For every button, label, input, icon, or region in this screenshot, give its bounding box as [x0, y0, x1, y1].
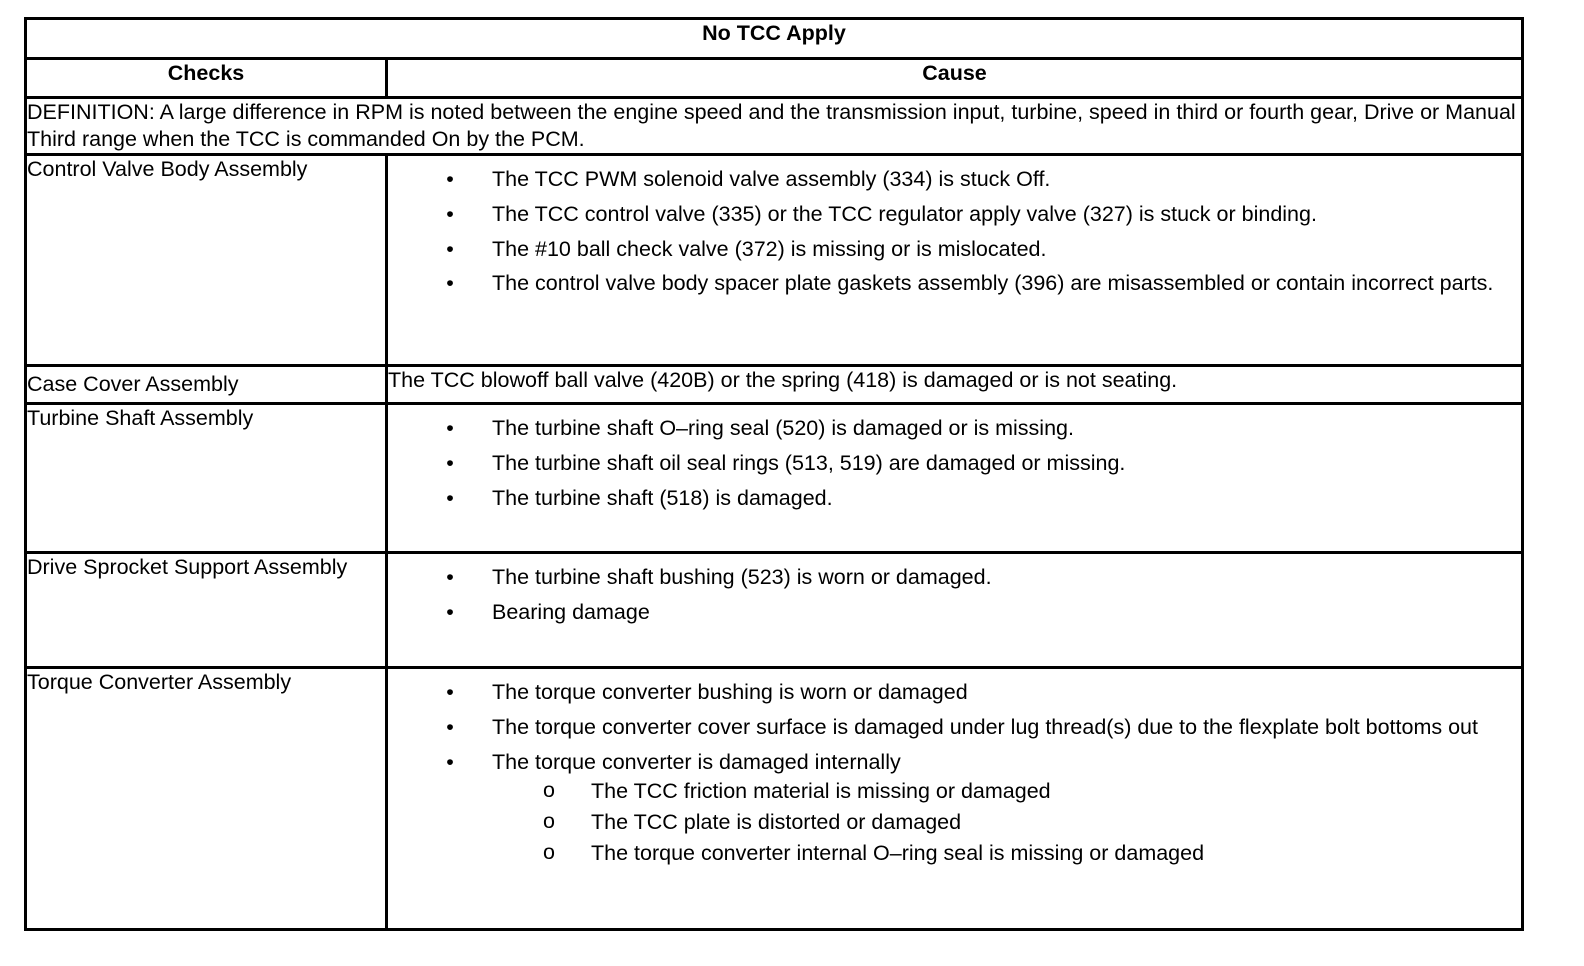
bullet-icon: • [446, 485, 454, 510]
cause-cell [387, 667, 1523, 929]
cause-item [388, 564, 1501, 591]
cause-text: The torque converter bushing is worn or damaged [492, 679, 968, 704]
table-title: No TCC Apply [26, 19, 1523, 59]
cause-item [388, 599, 1501, 626]
table-row [26, 365, 1523, 403]
bullet-icon: • [446, 236, 454, 261]
cause-item [388, 679, 1501, 706]
cause-item [388, 201, 1501, 228]
bullet-icon: • [446, 201, 454, 226]
sub-cause-text: The torque converter internal O–ring seal is missing or damaged [591, 841, 1205, 866]
bullet-icon: • [446, 271, 454, 296]
bullet-icon: • [446, 166, 454, 191]
bullet-icon: • [446, 749, 454, 774]
check-label: Case Cover Assembly [26, 365, 387, 403]
cause-text: The turbine shaft (518) is damaged. [492, 485, 833, 510]
cause-cell [387, 403, 1523, 552]
bullet-icon: • [446, 714, 454, 739]
cause-text: The #10 ball check valve (372) is missing or is mislocated. [492, 236, 1047, 261]
bullet-icon: • [446, 450, 454, 475]
cause-text: The TCC blowoff ball valve (420B) or the spring (418) is damaged or is not seating. [387, 365, 1523, 403]
column-header-cause: Cause [387, 59, 1523, 98]
table-row [26, 667, 1523, 929]
check-label: Drive Sprocket Support Assembly [26, 552, 387, 667]
cause-text: The torque converter cover surface is damaged under lug thread(s) due to the flexplate bolt bottoms out [492, 714, 1478, 739]
cause-item [388, 714, 1501, 741]
diagnostic-table [24, 17, 1524, 931]
bullet-icon: • [446, 415, 454, 440]
column-header-checks: Checks [26, 59, 387, 98]
cause-text: The control valve body spacer plate gaskets assembly (396) are misassembled or contain incorrect parts. [492, 271, 1494, 296]
check-label: Torque Converter Assembly [26, 667, 387, 929]
cause-text: The torque converter is damaged internally [492, 749, 901, 774]
cause-text: The turbine shaft O–ring seal (520) is damaged or is missing. [492, 415, 1074, 440]
cause-item [388, 450, 1501, 477]
cause-item [388, 236, 1501, 263]
cause-text: The turbine shaft oil seal rings (513, 519) are damaged or missing. [492, 450, 1126, 475]
cause-item [388, 166, 1501, 193]
sub-cause-item [492, 840, 1501, 867]
cause-text: The TCC control valve (335) or the TCC regulator apply valve (327) is stuck or binding. [492, 201, 1317, 226]
table-row [26, 154, 1523, 365]
bullet-icon: • [446, 679, 454, 704]
table-row [26, 403, 1523, 552]
definition-text: DEFINITION: A large difference in RPM is noted between the engine speed and the transmission input, turbine, speed in third or fourth gear, Drive or Manual Third range when the TCC is commanded On by the PCM. [26, 98, 1523, 155]
cause-item [388, 270, 1501, 297]
circle-bullet-icon: o [543, 778, 555, 803]
bullet-icon: • [446, 599, 454, 624]
circle-bullet-icon: o [543, 840, 555, 865]
cause-cell [387, 552, 1523, 667]
cause-item [388, 415, 1501, 442]
sub-cause-item [492, 778, 1501, 805]
cause-list [388, 405, 1521, 512]
cause-list [388, 554, 1521, 626]
cause-item [388, 485, 1501, 512]
cause-text: Bearing damage [492, 599, 650, 624]
cause-list [388, 669, 1521, 867]
circle-bullet-icon: o [543, 809, 555, 834]
cause-cell [387, 154, 1523, 365]
sub-cause-text: The TCC plate is distorted or damaged [591, 810, 962, 835]
check-label: Control Valve Body Assembly [26, 154, 387, 365]
sub-cause-text: The TCC friction material is missing or damaged [591, 779, 1051, 804]
cause-item [388, 749, 1501, 868]
cause-text: The TCC PWM solenoid valve assembly (334) is stuck Off. [492, 166, 1051, 191]
cause-text: The turbine shaft bushing (523) is worn or damaged. [492, 564, 992, 589]
cause-list [388, 156, 1521, 298]
table-row [26, 552, 1523, 667]
sub-cause-item [492, 809, 1501, 836]
check-label: Turbine Shaft Assembly [26, 403, 387, 552]
bullet-icon: • [446, 564, 454, 589]
sub-cause-list [492, 778, 1501, 867]
